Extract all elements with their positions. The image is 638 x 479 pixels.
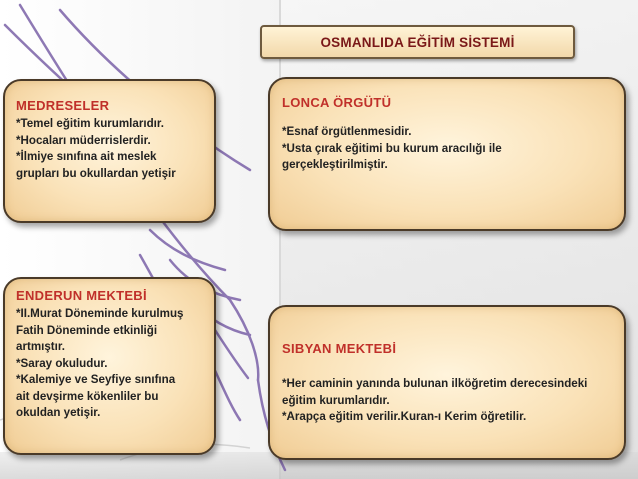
card-heading: ENDERUN MEKTEBİ	[16, 288, 147, 303]
card-line: *Kalemiye ve Seyfiye sınıfına	[16, 373, 176, 386]
card-line: eğitim kurumlarıdır.	[282, 393, 390, 407]
card-line: Fatih Döneminde etkinliği	[16, 323, 158, 337]
card-line: *Hocaları müderrislerdir.	[16, 133, 151, 147]
card-sibyan	[268, 305, 626, 460]
card-line: *Usta çırak eğitimi bu kurum aracılığı ile	[282, 141, 502, 155]
card-line: *Temel eğitim kurumlarıdır.	[16, 117, 164, 130]
card-line: okuldan yetişir.	[16, 406, 101, 419]
card-line: *Her caminin yanında bulunan ilköğretim derecesindeki	[282, 377, 588, 390]
card-line: *II.Murat Döneminde kurulmuş	[16, 307, 184, 320]
card-enderun	[3, 277, 216, 455]
slide-title-box	[260, 25, 575, 59]
card-line: *Arapça eğitim verilir.Kuran-ı Kerim öğretilir.	[282, 410, 527, 423]
card-line: gerçekleştirilmiştir.	[282, 158, 388, 171]
card-lonca	[268, 77, 626, 231]
card-line: ait devşirme kökenliler bu	[16, 389, 159, 403]
card-line: *Esnaf örgütlenmesidir.	[282, 125, 412, 138]
card-heading: SIBYAN MEKTEBİ	[282, 341, 397, 356]
card-heading: MEDRESELER	[16, 98, 110, 113]
slide-title: OSMANLIDA EĞİTİM SİSTEMİ	[320, 34, 515, 50]
card-line: *İlmiye sınıfına ait meslek	[16, 150, 157, 163]
card-medreseler	[3, 79, 216, 223]
card-heading: LONCA ÖRGÜTÜ	[282, 95, 392, 110]
card-line: *Saray okuludur.	[16, 356, 108, 370]
card-line: grupları bu okullardan yetişir	[16, 166, 176, 180]
card-line: artmıştır.	[16, 340, 65, 353]
